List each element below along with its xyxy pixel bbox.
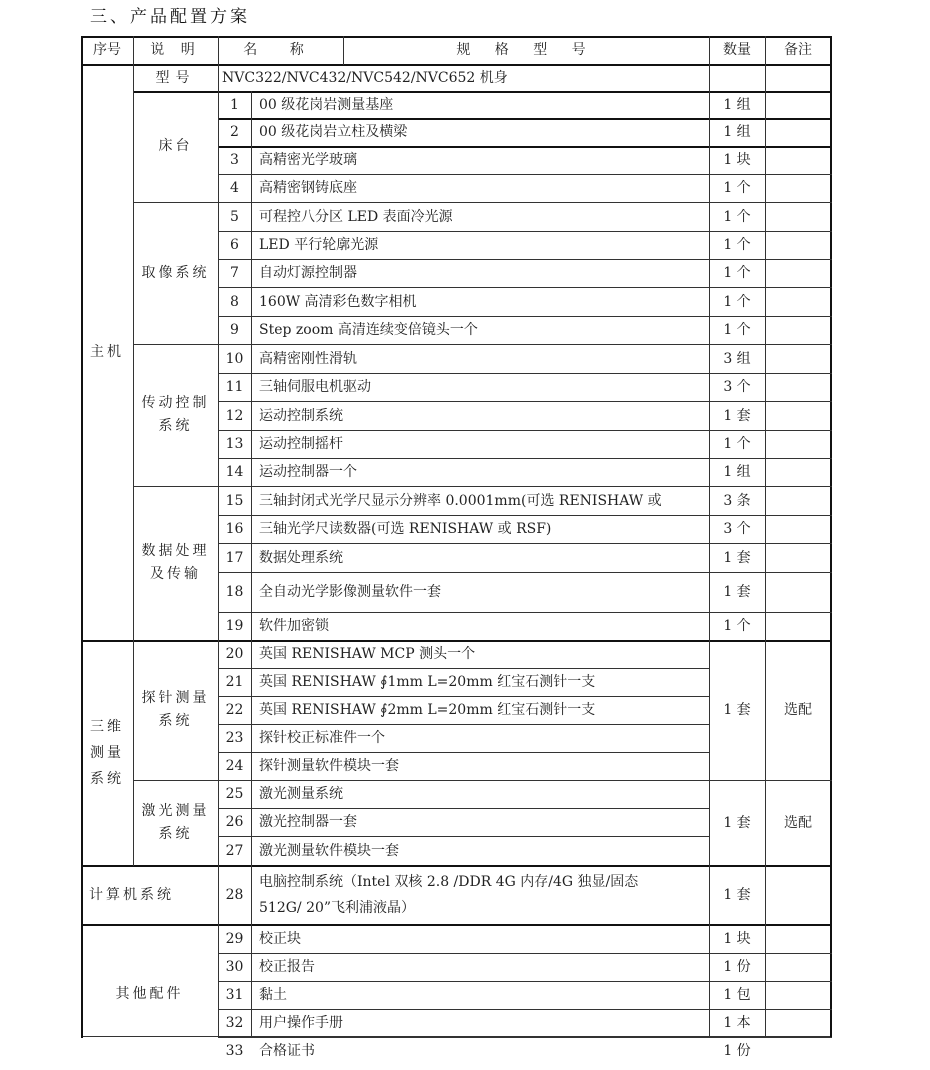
section-title: 三、产品配置方案 <box>90 7 250 27</box>
column-divider <box>709 36 710 1038</box>
item-name: 激光控制器一套 <box>259 814 357 830</box>
item-qty: 1 套 <box>723 549 751 566</box>
item-number: 26 <box>225 814 244 830</box>
group-drive-line-1: 传动控制 <box>141 395 210 411</box>
row-divider <box>218 316 832 317</box>
row-divider <box>218 430 832 431</box>
item-name: 00 级花岗岩立柱及横梁 <box>259 124 408 140</box>
column-divider <box>218 36 219 1038</box>
row-divider <box>133 486 832 487</box>
row-divider <box>218 1009 832 1010</box>
column-divider <box>830 36 832 1038</box>
item-name: 三轴光学尺读数器(可选 RENISHAW 或 RSF) <box>259 521 552 537</box>
item-name: 可程控八分区 LED 表面冷光源 <box>259 208 453 225</box>
item-qty: 1 个 <box>723 322 751 338</box>
item-name: 三轴伺服电机驱动 <box>259 379 371 395</box>
row-divider <box>218 953 832 954</box>
item-name: 激光测量系统 <box>259 786 343 802</box>
item-name: 高精密刚性滑轨 <box>259 350 357 367</box>
row-divider <box>218 752 710 753</box>
row-divider <box>218 287 832 288</box>
item-qty: 1 包 <box>723 987 751 1003</box>
item-number: 21 <box>225 674 244 690</box>
model-value: NVC322/NVC432/NVC542/NVC652 机身 <box>222 69 508 86</box>
item-qty: 1 个 <box>723 237 751 253</box>
item-qty: 3 个 <box>723 521 751 537</box>
group-cmm-line-1: 三维 <box>90 718 124 735</box>
item-name: 自动灯源控制器 <box>259 265 357 281</box>
item-name: 英国 RENISHAW ∮1mm L=20mm 红宝石测针一支 <box>259 674 596 690</box>
row-divider <box>218 515 832 516</box>
item-qty: 1 个 <box>723 293 751 310</box>
item-number: 12 <box>225 407 244 424</box>
item-qty: 3 组 <box>723 350 751 367</box>
group-probe <box>133 640 218 780</box>
item-number: 31 <box>225 987 244 1003</box>
header-note: 备注 <box>784 42 812 58</box>
item-number: 5 <box>230 208 239 225</box>
item-number: 15 <box>225 492 244 509</box>
row-divider <box>218 1037 832 1038</box>
item-name: 运动控制系统 <box>259 407 343 424</box>
item-number: 30 <box>225 959 244 975</box>
row-divider <box>81 865 832 867</box>
group-laser-line-1: 激光测量 <box>141 802 210 819</box>
item-qty: 3 个 <box>723 379 751 395</box>
item-number: 23 <box>225 730 244 746</box>
header-seq: 序号 <box>93 42 121 58</box>
laser-qty: 1 套 <box>723 814 751 831</box>
item-qty: 1 个 <box>723 618 751 634</box>
item-number: 7 <box>230 265 239 281</box>
item-name: 用户操作手册 <box>259 1015 343 1031</box>
item-number: 18 <box>225 584 244 600</box>
group-cmm <box>81 640 133 865</box>
row-divider <box>218 612 832 613</box>
probe-qty: 1 套 <box>723 702 751 718</box>
row-divider <box>218 668 710 669</box>
item-name: 英国 RENISHAW ∮2mm L=20mm 红宝石测针一支 <box>259 702 596 718</box>
item-name: 校正块 <box>259 930 301 947</box>
row-divider <box>218 401 832 402</box>
item-name: 黏土 <box>259 987 287 1003</box>
item-number: 8 <box>230 293 239 310</box>
model-label: 型号 <box>155 69 196 86</box>
row-divider <box>218 543 832 544</box>
item-number: 11 <box>225 379 244 395</box>
item-number: 29 <box>225 930 244 947</box>
item-qty: 1 个 <box>723 180 751 196</box>
group-imaging <box>133 202 218 344</box>
item-name: 激光测量软件模块一套 <box>259 842 399 859</box>
group-data-line-1: 数据处理 <box>141 543 210 559</box>
item-number: 17 <box>225 549 244 566</box>
row-divider <box>81 36 832 38</box>
item-qty: 1 套 <box>723 407 751 424</box>
item-number: 6 <box>230 237 239 253</box>
item-name: 高精密光学玻璃 <box>259 152 357 168</box>
item-number: 14 <box>225 464 244 480</box>
item-name: 英国 RENISHAW MCP 测头一个 <box>259 646 476 662</box>
group-laser-line-2: 系统 <box>158 825 193 842</box>
row-divider <box>218 373 832 374</box>
configuration-table <box>81 36 831 1065</box>
group-drive <box>133 344 218 486</box>
item-qty: 1 份 <box>723 1043 751 1059</box>
row-divider <box>81 924 832 926</box>
item-name: 高精密钢铸底座 <box>259 180 357 196</box>
row-divider <box>218 572 832 573</box>
item-name: 数据处理系统 <box>259 549 343 566</box>
row-divider <box>81 640 832 642</box>
group-other <box>81 924 218 1065</box>
item-name-line: 电脑控制系统（Intel 双核 2.8 /DDR 4G 内存/4G 独显/固态 <box>259 873 639 890</box>
header-desc: 说 明 <box>150 42 201 58</box>
column-divider <box>343 36 344 65</box>
item-qty: 1 套 <box>723 886 751 903</box>
item-number: 10 <box>225 350 244 367</box>
group-data-line-2: 及传输 <box>150 566 201 582</box>
item-qty: 1 本 <box>723 1015 751 1031</box>
header-qty: 数量 <box>723 42 751 58</box>
item-name: 00 级花岗岩测量基座 <box>259 96 394 113</box>
item-qty: 1 份 <box>723 959 751 975</box>
item-name: 软件加密锁 <box>259 618 329 634</box>
item-qty: 1 个 <box>723 208 751 225</box>
item-number: 32 <box>225 1015 244 1031</box>
column-divider <box>765 36 766 1038</box>
group-host <box>81 64 133 640</box>
item-number: 33 <box>225 1043 244 1059</box>
item-number: 24 <box>225 758 244 774</box>
probe-note: 选配 <box>784 702 812 718</box>
group-data <box>133 486 218 640</box>
item-name-line: 512G/ 20”飞利浦液晶） <box>259 899 416 916</box>
row-divider <box>218 836 710 837</box>
item-number: 20 <box>225 646 244 662</box>
row-divider <box>218 981 832 982</box>
item-number: 1 <box>230 96 239 113</box>
item-name: 160W 高清彩色数字相机 <box>259 293 417 310</box>
item-name: 探针校正标准件一个 <box>259 730 385 746</box>
item-qty: 3 条 <box>723 492 751 509</box>
item-number: 16 <box>225 521 244 537</box>
item-number: 28 <box>225 886 244 903</box>
item-number: 27 <box>225 842 244 859</box>
group-drive-line-2: 系统 <box>158 418 193 434</box>
row-divider <box>218 146 832 148</box>
row-divider <box>218 231 832 232</box>
item-number: 13 <box>225 436 244 452</box>
group-probe-line-1: 探针测量 <box>141 690 210 706</box>
group-probe-line-2: 系统 <box>158 713 193 729</box>
row-divider <box>218 174 832 175</box>
item-number: 9 <box>230 322 239 338</box>
group-laser <box>133 780 218 865</box>
group-cmm-line-3: 系统 <box>90 770 124 787</box>
item-name: 探针测量软件模块一套 <box>259 758 399 774</box>
item-name: 全自动光学影像测量软件一套 <box>259 584 441 600</box>
item-qty: 1 组 <box>723 96 751 113</box>
row-divider <box>133 780 832 781</box>
item-number: 22 <box>225 702 244 718</box>
header-spec: 规 格 型 号 <box>456 42 596 58</box>
item-qty: 1 个 <box>723 265 751 281</box>
row-divider <box>81 64 832 66</box>
item-name: LED 平行轮廓光源 <box>259 237 379 253</box>
laser-note: 选配 <box>784 814 812 831</box>
group-bed-line-1: 床台 <box>158 138 193 154</box>
row-divider <box>133 91 832 93</box>
item-name: Step zoom 高清连续变倍镜头一个 <box>259 322 478 338</box>
item-number: 19 <box>225 618 244 634</box>
group-cmm-line-2: 测量 <box>90 744 124 761</box>
group-other-line-1: 其他配件 <box>115 986 184 1002</box>
item-number: 3 <box>230 152 239 168</box>
group-host-line-1: 主机 <box>90 343 124 360</box>
column-divider <box>133 36 134 866</box>
item-qty: 1 组 <box>723 464 751 480</box>
group-computer: 计算机系统 <box>89 886 174 903</box>
item-qty: 1 块 <box>723 152 751 168</box>
item-qty: 1 块 <box>723 930 751 947</box>
header-name: 名 称 <box>243 42 318 58</box>
group-imaging-line-1: 取像系统 <box>141 264 210 281</box>
item-number: 2 <box>230 124 239 140</box>
item-qty: 1 组 <box>723 124 751 140</box>
row-divider <box>218 259 832 260</box>
item-name: 三轴封闭式光学尺显示分辨率 0.0001mm(可选 RENISHAW 或 <box>259 492 662 509</box>
row-divider <box>218 724 710 725</box>
item-name <box>251 865 709 924</box>
row-divider <box>218 118 832 120</box>
item-number: 4 <box>230 180 239 196</box>
row-divider <box>218 458 832 459</box>
item-number: 25 <box>225 786 244 802</box>
item-name: 运动控制摇杆 <box>259 436 343 452</box>
item-qty: 1 个 <box>723 436 751 452</box>
row-divider <box>218 696 710 697</box>
column-divider <box>251 91 252 1038</box>
item-name: 运动控制器一个 <box>259 464 357 480</box>
group-bed <box>133 91 218 202</box>
row-divider <box>133 344 832 345</box>
item-qty: 1 套 <box>723 584 751 600</box>
row-divider <box>218 808 710 809</box>
column-divider <box>81 36 83 1038</box>
item-name: 合格证书 <box>259 1043 315 1059</box>
row-divider <box>133 202 832 203</box>
item-name: 校正报告 <box>259 959 315 975</box>
